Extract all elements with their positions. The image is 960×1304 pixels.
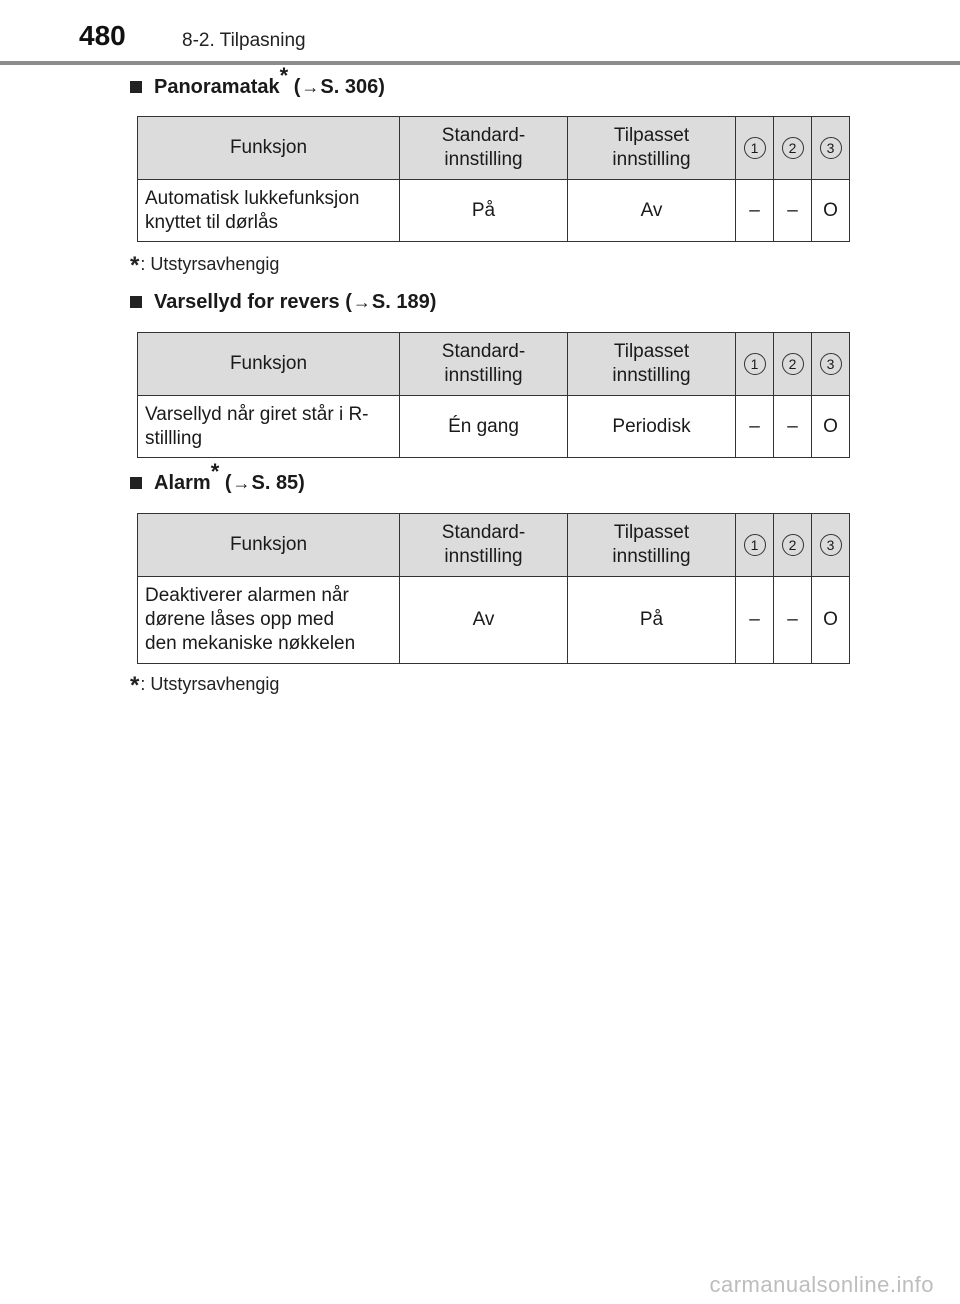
page-reference[interactable]: S. 306) (320, 76, 385, 98)
circled-3-icon: 3 (820, 137, 842, 159)
arrow-icon: → (232, 473, 251, 493)
custom-value-cell: På (568, 577, 736, 664)
col-header-function: Funksjon (138, 333, 400, 396)
method-3-cell: O (812, 396, 850, 458)
col-header-method-2 (774, 333, 812, 396)
square-bullet-icon (130, 477, 142, 489)
circled-3-icon: 3 (820, 353, 842, 375)
col-header-method-1 (736, 514, 774, 577)
method-1-cell: – (736, 396, 774, 458)
ref-paren: ( (288, 76, 301, 98)
circled-3-icon: 3 (820, 534, 842, 556)
section-title: Alarm (154, 472, 211, 494)
col-header-method-3 (812, 333, 850, 396)
col-header-custom: Tilpasset innstilling (568, 333, 736, 396)
col-header-default: Standard- innstilling (400, 514, 568, 577)
col-header-method-3 (812, 514, 850, 577)
page-reference[interactable]: S. 189) (371, 291, 437, 313)
page-reference[interactable]: S. 85) (251, 472, 305, 494)
circled-1-icon: 1 (744, 534, 766, 556)
circled-2-icon: 2 (782, 353, 804, 375)
col-header-custom: Tilpasset innstilling (568, 117, 736, 180)
default-value-cell: Av (400, 577, 568, 664)
custom-value-cell: Av (568, 180, 736, 242)
col-header-function: Funksjon (138, 514, 400, 577)
table-row (138, 577, 850, 664)
function-cell: Varsellyd når giret står i R- stillling (138, 396, 400, 458)
section-heading-alarm (130, 459, 305, 495)
footnote-text: : Utstyrsavhengig (140, 254, 280, 274)
asterisk-mark: * (130, 672, 140, 699)
settings-table-reverse-buzzer (137, 332, 850, 458)
col-header-method-2 (774, 514, 812, 577)
section-title: Panoramatak (154, 76, 280, 98)
table-header-row (138, 117, 850, 180)
col-header-method-1 (736, 117, 774, 180)
function-cell: Deaktiverer alarmen når dørene låses opp med den mekaniske nøkkelen (138, 577, 400, 664)
settings-table-panoramatak (137, 116, 850, 242)
square-bullet-icon (130, 296, 142, 308)
circled-1-icon: 1 (744, 353, 766, 375)
col-header-method-3 (812, 117, 850, 180)
method-3-cell: O (812, 577, 850, 664)
asterisk-mark: * (279, 63, 289, 89)
section-heading-panoramatak (130, 63, 385, 99)
method-1-cell: – (736, 180, 774, 242)
section-title: Varsellyd for revers (154, 291, 340, 313)
arrow-icon: → (352, 292, 371, 312)
chapter-title: 8-2. Tilpasning (182, 30, 306, 51)
table-header-row (138, 333, 850, 396)
method-3-cell: O (812, 180, 850, 242)
table-row (138, 180, 850, 242)
circled-2-icon: 2 (782, 534, 804, 556)
col-header-method-1 (736, 333, 774, 396)
asterisk-mark: * (210, 459, 220, 485)
function-cell: Automatisk lukkefunksjon knyttet til dørlås (138, 180, 400, 242)
col-header-function: Funksjon (138, 117, 400, 180)
default-value-cell: På (400, 180, 568, 242)
footnote-text: : Utstyrsavhengig (140, 674, 280, 694)
footnote-equipment (130, 252, 279, 280)
method-1-cell: – (736, 577, 774, 664)
header-divider (0, 61, 960, 65)
circled-1-icon: 1 (744, 137, 766, 159)
ref-paren: ( (339, 291, 352, 313)
method-2-cell: – (774, 396, 812, 458)
method-2-cell: – (774, 180, 812, 242)
ref-paren: ( (219, 472, 232, 494)
col-header-method-2 (774, 117, 812, 180)
circled-2-icon: 2 (782, 137, 804, 159)
asterisk-mark: * (130, 252, 140, 279)
page-number: 480 (79, 20, 126, 51)
section-heading-reverse-buzzer (130, 291, 436, 314)
footnote-equipment (130, 672, 279, 700)
table-row (138, 396, 850, 458)
watermark: carmanualsonline.info (709, 1272, 934, 1297)
arrow-icon: → (301, 77, 320, 97)
col-header-default: Standard- innstilling (400, 333, 568, 396)
custom-value-cell: Periodisk (568, 396, 736, 458)
method-2-cell: – (774, 577, 812, 664)
square-bullet-icon (130, 81, 142, 93)
settings-table-alarm (137, 513, 850, 664)
default-value-cell: Én gang (400, 396, 568, 458)
table-header-row (138, 514, 850, 577)
col-header-default: Standard- innstilling (400, 117, 568, 180)
col-header-custom: Tilpasset innstilling (568, 514, 736, 577)
